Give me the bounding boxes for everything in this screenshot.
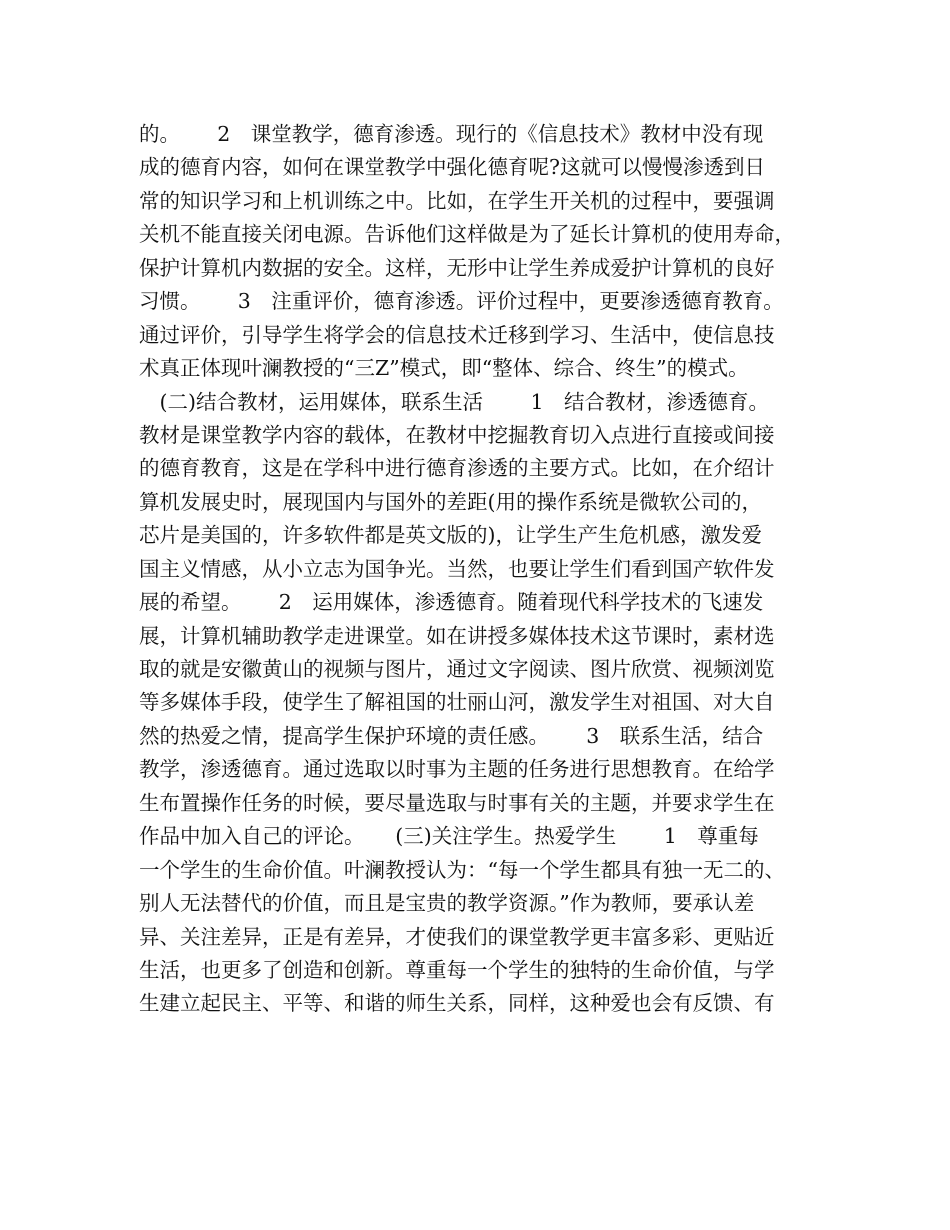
text-line: 生建立起民主、平等、和谐的师生关系，同样，这种爱也会有反馈、有	[139, 991, 775, 1016]
text-line: 等多媒体手段，使学生了解祖国的壮丽山河，激发学生对祖国、对大自	[139, 690, 775, 715]
text-line: 的。 2 课堂教学，德育渗透。现行的《信息技术》教材中没有现	[139, 122, 764, 146]
text-line: 然的热爱之情，提高学生保护环境的责任感。 3 联系生活，结合	[139, 723, 764, 748]
text-line: 习惯。 3 注重评价，德育渗透。评价过程中，更要渗透德育教育。	[139, 289, 784, 314]
body-text	[139, 118, 829, 1021]
text-line: 保护计算机内数据的安全。这样，无形中让学生养成爱护计算机的良好	[139, 255, 775, 280]
text-line: 生活，也更多了创造和创新。尊重每一个学生的独特的生命价值，与学	[139, 957, 775, 982]
text-line: 算机发展史时，展现国内与国外的差距(用的操作系统是微软公司的，	[139, 489, 762, 514]
text-line: 生布置操作任务的时候，要尽量选取与时事有关的主题，并要求学生在	[139, 790, 775, 815]
text-line: (二)结合教材，运用媒体，联系生活 1 结合教材，渗透德育。	[139, 389, 770, 414]
text-line: 关机不能直接关闭电源。告诉他们这样做是为了延长计算机的使用寿命，	[139, 222, 795, 247]
text-line: 国主义情感，从小立志为国争光。当然，也要让学生们看到国产软件发	[139, 556, 775, 581]
text-line: 的德育教育，这是在学科中进行德育渗透的主要方式。比如，在介绍计	[139, 456, 775, 481]
text-line: 别人无法替代的价值，而且是宝贵的教学资源。”作为教师，要承认差	[139, 891, 755, 916]
text-line: 一个学生的生命价值。叶澜教授认为：“每一个学生都具有独一无二的、	[139, 857, 785, 882]
text-line: 展的希望。 2 运用媒体，渗透德育。随着现代科学技术的飞速发	[139, 590, 764, 615]
text-line: 通过评价，引导学生将学会的信息技术迁移到学习、生活中，使信息技	[139, 322, 775, 347]
text-line: 作品中加入自己的评论。 (三)关注学生。热爱学生 1 尊重每	[139, 824, 759, 849]
text-line: 芯片是美国的，许多软件都是英文版的)，让学生产生危机感，激发爱	[139, 523, 762, 548]
text-line: 取的就是安徽黄山的视频与图片，通过文字阅读、图片欣赏、视频浏览	[139, 657, 775, 681]
text-line: 成的德育内容，如何在课堂教学中强化德育呢?这就可以慢慢渗透到日	[139, 155, 765, 180]
text-line: 展，计算机辅助教学走进课堂。如在讲授多媒体技术这节课时，素材选	[139, 623, 775, 648]
text-line: 异、关注差异，正是有差异，才使我们的课堂教学更丰富多彩、更贴近	[139, 924, 775, 949]
text-line: 常的知识学习和上机训练之中。比如，在学生开关机的过程中，要强调	[139, 188, 775, 213]
text-line: 教材是课堂教学内容的载体，在教材中挖掘教育切入点进行直接或间接	[139, 422, 775, 447]
text-line: 术真正体现叶澜教授的“三Z”模式，即“整体、综合、终生”的模式。	[139, 356, 749, 381]
text-line: 教学，渗透德育。通过选取以时事为主题的任务进行思想教育。在给学	[139, 757, 775, 782]
